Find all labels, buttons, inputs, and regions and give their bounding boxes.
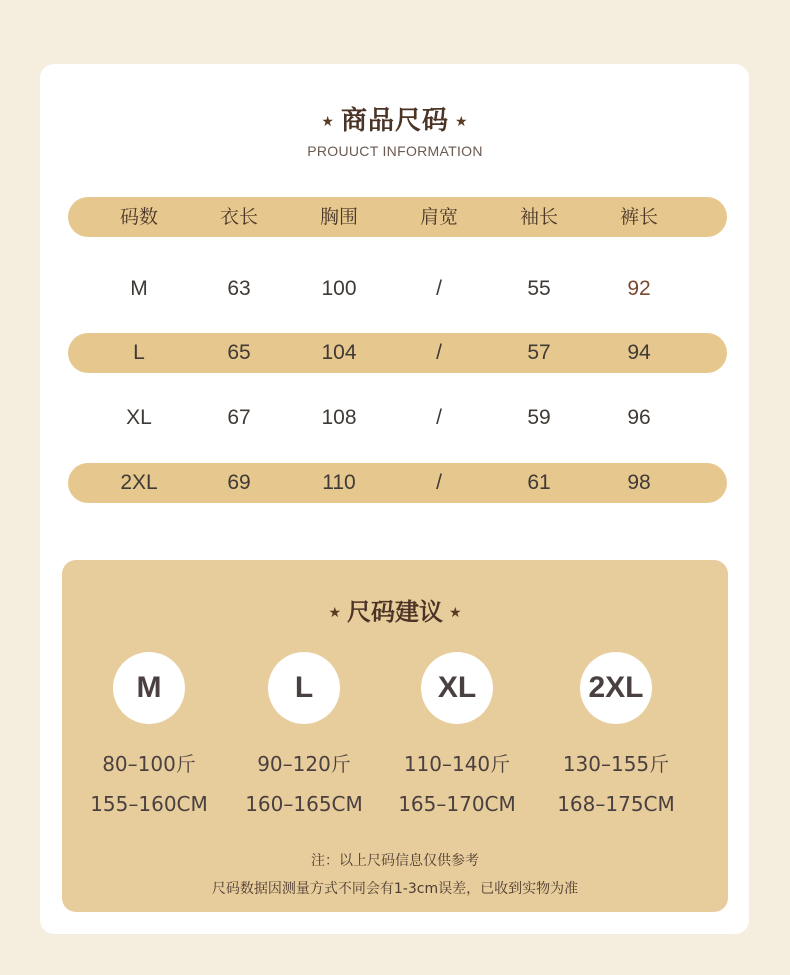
cell-chest: 110 <box>322 471 356 494</box>
page-title <box>0 100 790 137</box>
header-shoulder: 肩宽 <box>419 206 458 228</box>
weight-range-2xl: 130–155斤 <box>562 752 670 776</box>
cell-shoulder: / <box>436 277 442 300</box>
cell-length: 69 <box>227 471 251 494</box>
note-measurement: 尺码数据因测量方式不同会有1-3cm误差，已收到实物为准 <box>211 881 579 897</box>
cell-shoulder: / <box>436 341 442 364</box>
cell-sleeve: 59 <box>527 406 551 429</box>
cell-sleeve: 57 <box>527 341 551 364</box>
star-icon-left: ★ <box>328 605 341 621</box>
weight-range-xl: 110–140斤 <box>403 752 511 776</box>
header-chest: 胸围 <box>319 206 358 228</box>
header-size: 码数 <box>119 206 158 228</box>
size-circle-l: L <box>268 652 340 724</box>
cell-pants: 98 <box>627 471 651 494</box>
height-range-xl: 165–170CM <box>398 792 516 816</box>
table-row <box>68 269 727 309</box>
table-row <box>68 398 727 438</box>
cell-shoulder: / <box>436 471 442 494</box>
cell-size: L <box>133 341 145 364</box>
table-row <box>68 333 727 373</box>
cell-chest: 100 <box>321 277 357 300</box>
height-range-2xl: 168–175CM <box>557 792 675 816</box>
weight-range-l: 90–120斤 <box>257 752 351 776</box>
star-icon-left: ★ <box>321 113 335 130</box>
height-range-m: 155–160CM <box>90 792 208 816</box>
page-subtitle: PROUUCT INFORMATION <box>307 143 483 159</box>
header-sleeve: 袖长 <box>519 206 558 228</box>
weight-range-m: 80–100斤 <box>102 752 196 776</box>
cell-length: 65 <box>227 341 251 364</box>
cell-size: XL <box>126 406 152 429</box>
cell-shoulder: / <box>436 406 442 429</box>
table-row <box>68 463 727 503</box>
cell-size: 2XL <box>120 471 158 494</box>
note-reference: 注：以上尺码信息仅供参考 <box>311 853 479 869</box>
header-length: 衣长 <box>219 206 258 228</box>
cell-pants: 94 <box>627 341 651 364</box>
cell-chest: 108 <box>321 406 357 429</box>
size-circle-2xl: 2XL <box>580 652 652 724</box>
size-circle-m: M <box>113 652 185 724</box>
star-icon-right: ★ <box>449 605 462 621</box>
header-pants: 裤长 <box>619 206 658 228</box>
page-title-text: 商品尺码 <box>340 106 449 136</box>
cell-sleeve: 55 <box>527 277 551 300</box>
cell-sleeve: 61 <box>527 471 551 494</box>
height-range-l: 160–165CM <box>245 792 363 816</box>
cell-pants: 96 <box>627 406 651 429</box>
cell-length: 67 <box>227 406 251 429</box>
suggestion-title <box>62 592 728 627</box>
cell-chest: 104 <box>321 341 357 364</box>
star-icon-right: ★ <box>455 113 469 130</box>
size-suggestion-panel <box>62 560 728 912</box>
table-header-row <box>68 197 727 237</box>
cell-length: 63 <box>227 277 251 300</box>
cell-pants: 92 <box>627 277 651 300</box>
size-circle-xl: XL <box>421 652 493 724</box>
suggestion-title-text: 尺码建议 <box>347 598 443 626</box>
cell-size: M <box>130 277 148 300</box>
